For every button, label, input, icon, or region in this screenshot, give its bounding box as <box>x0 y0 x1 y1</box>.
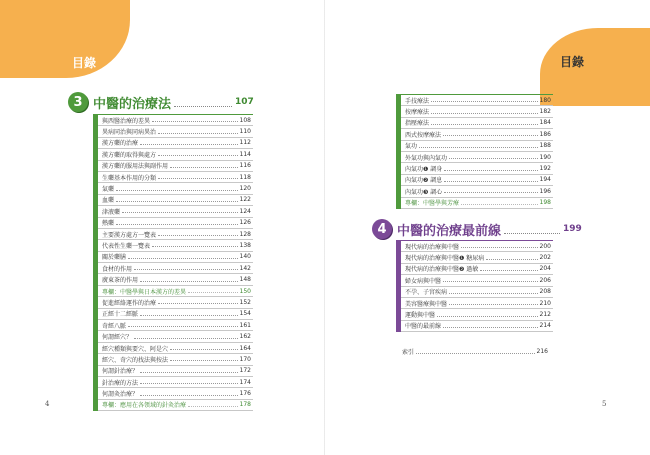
leader-dots <box>170 357 238 361</box>
toc-entry[interactable] <box>98 218 253 229</box>
toc-entry-label: 運動與中醫 <box>405 312 436 320</box>
toc-entry-page: 112 <box>239 139 251 147</box>
toc-entry-label: 內氣功❶ 調身 <box>405 166 443 174</box>
page-number: 5 <box>602 400 607 408</box>
toc-entry-label: 按摩療法 <box>405 109 430 117</box>
header-decoration <box>0 0 130 78</box>
toc-entry-page: 142 <box>239 264 251 272</box>
toc-entry[interactable] <box>401 252 553 263</box>
toc-entry-page: 180 <box>539 96 551 104</box>
toc-entry-label: 不孕、子宮疾病 <box>405 289 448 297</box>
toc-entry-label: 熱藥 <box>102 220 115 228</box>
toc-entry[interactable] <box>98 149 253 160</box>
chapter-page-number: 107 <box>235 97 254 107</box>
toc-entry-label: 食材的作用 <box>102 265 133 273</box>
leader-dots <box>419 144 538 148</box>
toc-entry-page: 208 <box>539 288 551 296</box>
leader-dots <box>444 178 537 182</box>
toc-entry[interactable] <box>401 198 553 209</box>
leader-dots <box>116 187 238 191</box>
toc-entry-label: 專欄：中醫學與芳療 <box>405 200 460 208</box>
toc-entry[interactable] <box>98 297 253 308</box>
toc-entry-label: 漢方藥的取得與處方 <box>102 151 157 159</box>
toc-entry[interactable] <box>98 274 253 285</box>
leader-dots <box>134 335 238 339</box>
toc-entry-label: 何謂灸治療？ <box>102 391 139 399</box>
toc-entry-label: 現代病的治療與中醫❶ 糖尿病 <box>405 255 485 263</box>
toc-entry-label: 經穴、奇穴的找法與按法 <box>102 356 169 364</box>
toc-entry[interactable] <box>401 141 553 152</box>
leader-dots <box>134 266 238 270</box>
toc-entry-page: 116 <box>239 162 251 170</box>
toc-entry-page: 128 <box>239 230 251 238</box>
leader-dots <box>158 130 238 134</box>
toc-entry[interactable] <box>98 126 253 137</box>
toc-entry-page: 122 <box>239 196 251 204</box>
toc-entry-label: 異病同治與同病異治 <box>102 129 157 137</box>
leader-dots <box>461 201 538 205</box>
leader-dots <box>444 167 537 171</box>
toc-entry-page: 200 <box>539 242 551 250</box>
toc-entry-page: 196 <box>539 187 551 195</box>
toc-entry-page: 138 <box>239 241 251 249</box>
toc-entry-label: 內氣功❸ 調心 <box>405 188 443 196</box>
toc-entry-page: 182 <box>539 108 551 116</box>
toc-entry-page: 206 <box>539 276 551 284</box>
toc-entry[interactable] <box>401 106 553 117</box>
toc-entry[interactable] <box>401 186 553 197</box>
leader-dots <box>444 189 537 193</box>
toc-entry-label: 內氣功❷ 調息 <box>405 177 443 185</box>
toc-entry-label: 正經十二經脈 <box>102 311 139 319</box>
toc-entry-label: 中醫的最前線 <box>405 323 442 331</box>
toc-entry-page: 118 <box>239 173 251 181</box>
leader-dots <box>152 118 238 122</box>
toc-entry[interactable] <box>98 138 253 149</box>
toc-entry-label: 津液藥 <box>102 208 121 216</box>
toc-entry[interactable] <box>401 152 553 163</box>
toc-entry-page: 210 <box>539 299 551 307</box>
toc-entry-label: 西式按摩療法 <box>405 131 442 139</box>
toc-entry-label: 何謂針治療？ <box>102 368 139 376</box>
toc-entry-page: 190 <box>539 153 551 161</box>
leader-dots <box>443 324 538 328</box>
toc-entry-page: 198 <box>539 199 551 207</box>
toc-entry[interactable] <box>98 183 253 194</box>
toc-entry-page: 178 <box>239 401 251 409</box>
toc-entry[interactable] <box>98 195 253 206</box>
toc-entry[interactable] <box>98 388 253 399</box>
toc-entry-label: 漢方藥的治療 <box>102 140 139 148</box>
toc-entry-label: 經穴種類與要穴、阿是穴 <box>102 345 169 353</box>
toc-entry[interactable] <box>401 309 553 320</box>
index-entry[interactable] <box>402 347 548 356</box>
toc-entry-label: 主要漢方處方一覽表 <box>102 231 157 239</box>
toc-entry-page: 140 <box>239 253 251 261</box>
toc-entry[interactable] <box>98 354 253 365</box>
leader-dots <box>449 301 538 305</box>
leader-dots <box>122 209 238 213</box>
toc-entry-page: 192 <box>539 165 551 173</box>
toc-entry[interactable] <box>401 321 553 332</box>
toc-list <box>93 114 253 411</box>
toc-entry-page: 214 <box>539 322 551 330</box>
toc-entry-label: 針治療的方法 <box>102 379 139 387</box>
leader-dots <box>449 290 538 294</box>
toc-entry-page: 188 <box>539 142 551 150</box>
leader-dots <box>443 278 538 282</box>
toc-entry[interactable] <box>98 240 253 251</box>
toc-entry-label: 何謂經穴？ <box>102 334 133 342</box>
leader-dots <box>140 312 238 316</box>
leader-dots <box>170 164 238 168</box>
leader-dots <box>116 221 238 225</box>
toc-entry-page: 150 <box>239 287 251 295</box>
toc-entry-page: 152 <box>239 298 251 306</box>
toc-entry[interactable] <box>98 172 253 183</box>
toc-entry-page: 126 <box>239 219 251 227</box>
leader-dots <box>431 110 538 114</box>
toc-entry-label: 生藥基本作用的分類 <box>102 174 157 182</box>
toc-entry-label: 現代病的治療與中醫 <box>405 243 460 251</box>
chapter-heading <box>372 219 582 239</box>
toc-entry-label: 氣功 <box>405 143 418 151</box>
toc-entry-label: 現代病的治療與中醫❷ 過敏 <box>405 266 479 274</box>
toc-entry-page: 202 <box>539 254 551 262</box>
toc-entry-page: 110 <box>239 128 251 136</box>
page-number: 4 <box>45 400 50 408</box>
toc-entry[interactable] <box>98 252 253 263</box>
toc-entry[interactable] <box>98 161 253 172</box>
chapter-leader-dots <box>504 225 560 234</box>
toc-entry-page: 174 <box>239 378 251 386</box>
toc-entry[interactable] <box>401 275 553 286</box>
toc-entry-page: 148 <box>239 276 251 284</box>
page-header-title: 目錄 <box>72 56 97 70</box>
chapter-title: 中醫的治療法 <box>93 96 172 112</box>
toc-entry-label: 廣東茶的作用 <box>102 277 139 285</box>
toc-entry[interactable] <box>98 320 253 331</box>
leader-dots <box>158 175 238 179</box>
leader-dots <box>443 132 538 136</box>
leader-dots <box>480 267 537 271</box>
toc-entry-label: 專欄：中醫學與日本漢方的差異 <box>102 288 187 296</box>
toc-entry-page: 194 <box>539 176 551 184</box>
toc-entry[interactable] <box>401 264 553 275</box>
toc-entry[interactable] <box>98 309 253 320</box>
toc-entry[interactable] <box>401 163 553 174</box>
toc-entry[interactable] <box>401 298 553 309</box>
toc-entry-label: 漢方藥的服用法與副作用 <box>102 163 169 171</box>
leader-dots <box>188 403 238 407</box>
toc-entry-page: 170 <box>239 355 251 363</box>
toc-entry[interactable] <box>98 115 253 126</box>
leader-dots <box>170 346 238 350</box>
index-label: 索引 <box>402 349 415 356</box>
toc-entry-label: 與西醫治療的差異 <box>102 117 151 125</box>
toc-entry[interactable] <box>401 241 553 252</box>
leader-dots <box>431 98 538 102</box>
toc-entry-page: 176 <box>239 390 251 398</box>
toc-entry-page: 172 <box>239 367 251 375</box>
toc-entry[interactable] <box>98 400 253 411</box>
leader-dots <box>152 243 238 247</box>
toc-entry-page: 124 <box>239 207 251 215</box>
leader-dots <box>461 244 538 248</box>
leader-dots <box>416 350 535 354</box>
toc-entry-page: 161 <box>239 321 251 329</box>
toc-entry-label: 美容醫療與中醫 <box>405 300 448 308</box>
toc-entry[interactable] <box>98 229 253 240</box>
toc-entry-label: 代表性生藥一覽表 <box>102 242 151 250</box>
toc-entry-label: 手技療法 <box>405 97 430 105</box>
toc-entry-label: 專欄：應用在各領域的針灸治療 <box>102 402 187 410</box>
leader-dots <box>128 255 238 259</box>
toc-entry[interactable] <box>98 331 253 342</box>
chapter-title: 中醫的治療最前線 <box>397 223 502 239</box>
chapter-heading <box>68 92 254 112</box>
leader-dots <box>486 256 537 260</box>
toc-entry-page: 108 <box>239 116 251 124</box>
toc-entry[interactable] <box>401 95 553 106</box>
toc-entry-page: 162 <box>239 333 251 341</box>
leader-dots <box>128 323 238 327</box>
toc-entry[interactable] <box>98 343 253 354</box>
chapter-number-badge: 4 <box>372 219 392 239</box>
chapter-page-number: 199 <box>563 224 582 234</box>
leader-dots <box>431 121 538 125</box>
leader-dots <box>140 380 238 384</box>
leader-dots <box>188 289 238 293</box>
leader-dots <box>158 152 238 156</box>
leader-dots <box>116 198 238 202</box>
toc-entry-label: 血藥 <box>102 197 115 205</box>
toc-entry-page: 212 <box>539 311 551 319</box>
toc-entry-page: 164 <box>239 344 251 352</box>
leader-dots <box>158 300 238 304</box>
toc-entry-label: 關於藥膳 <box>102 254 127 262</box>
toc-entry-label: 指壓療法 <box>405 120 430 128</box>
toc-entry[interactable] <box>98 366 253 377</box>
leader-dots <box>158 232 238 236</box>
leader-dots <box>140 369 238 373</box>
toc-entry[interactable] <box>401 118 553 129</box>
toc-entry-label: 婦女病與中醫 <box>405 277 442 285</box>
leader-dots <box>140 278 238 282</box>
toc-entry[interactable] <box>98 263 253 274</box>
toc-entry-label: 外氣功與內氣功 <box>405 154 448 162</box>
toc-entry-page: 154 <box>239 310 251 318</box>
chapter-leader-dots <box>174 98 232 107</box>
toc-entry[interactable] <box>401 175 553 186</box>
leader-dots <box>449 155 538 159</box>
toc-entry[interactable] <box>401 287 553 298</box>
toc-entry[interactable] <box>98 206 253 217</box>
chapter-number-badge: 3 <box>68 92 88 112</box>
toc-list-continued <box>396 94 553 209</box>
toc-entry[interactable] <box>98 286 253 297</box>
toc-entry-label: 促進經絡運作的治療 <box>102 299 157 307</box>
toc-entry-page: 114 <box>239 150 251 158</box>
leader-dots <box>140 392 238 396</box>
toc-list <box>396 240 553 332</box>
toc-entry-page: 184 <box>539 119 551 127</box>
toc-entry-page: 204 <box>539 265 551 273</box>
page-header-title: 目錄 <box>560 55 585 69</box>
leader-dots <box>437 313 538 317</box>
toc-entry-page: 120 <box>239 185 251 193</box>
index-page: 216 <box>536 348 548 355</box>
toc-entry-page: 186 <box>539 130 551 138</box>
toc-entry[interactable] <box>401 129 553 140</box>
toc-entry[interactable] <box>98 377 253 388</box>
toc-entry-label: 氣藥 <box>102 186 115 194</box>
toc-entry-label: 奇經八脈 <box>102 322 127 330</box>
leader-dots <box>140 141 238 145</box>
